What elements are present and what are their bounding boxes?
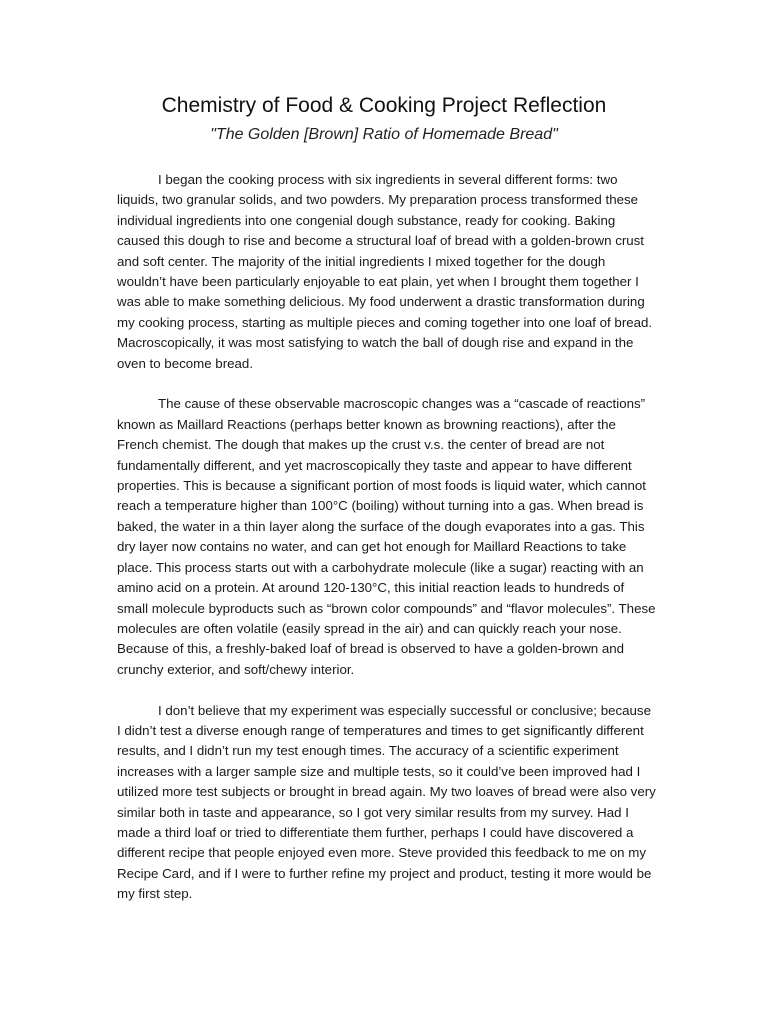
paragraph-maillard-reactions: The cause of these observable macroscopic changes was a “cascade of reactions” known as Maillard Reactions (perhaps better known as browning reactions), after the French chemist. The dough that makes up the crust v.s. the center of bread are not fundamentally different, and yet macroscopically they taste and appear to have different properties. This is because a significant portion of most foods is liquid water, which cannot reach a temperature higher than 100°C (boiling) without turning into a gas. When bread is baked, the water in a thin layer along the surface of the dough evaporates into a gas. This dry layer now contains no water, and can get hot enough for Maillard Reactions to take place. This process starts out with a carbohydrate molecule (like a sugar) reacting with an amino acid on a protein. At around 120-130°C, this initial reaction leads to hundreds of small molecule byproducts such as “brown color compounds” and “flavor molecules”. These molecules are often volatile (easily spread in the air) and can quickly reach your nose. Because of this, a freshly-baked loaf of bread is observed to have a golden-brown and crunchy exterior, and soft/chewy interior. xyxy=(117,396,656,677)
document-title: Chemistry of Food & Cooking Project Reflection xyxy=(161,94,607,117)
document-subtitle: "The Golden [Brown] Ratio of Homemade Bread" xyxy=(210,126,558,143)
paragraph-ingredients: I began the cooking process with six ingredients in several different forms: two liquids, two granular solids, and two powders. My preparation process transformed these individual ingredients into one congenial dough substance, ready for cooking. Baking caused this dough to rise and become a structural loaf of bread with a golden-brown crust and soft center. The majority of the initial ingredients I mixed together for the dough wouldn’t have been particularly enjoyable to eat plain, yet when I brought them together I was able to make something delicious. My food underwent a drastic transformation during my cooking process, starting as multiple pieces and coming together into one loaf of bread. Macroscopically, it was most satisfying to watch the ball of dough rise and expand in the oven to become bread. xyxy=(117,172,653,371)
document-body xyxy=(117,170,662,925)
paragraph-experiment-reflection: I don’t believe that my experiment was especially successful or conclusive; because I didn’t test a diverse enough range of temperatures and times to get significantly different results, and I didn’t run my test enough times. The accuracy of a scientific experiment increases with a larger sample size and multiple tests, so it could’ve been improved had I utilized more test subjects or brought in bread again. My two loaves of bread were also very similar both in taste and appearance, so I got very similar results from my survey. Had I made a third loaf or tried to differentiate them further, perhaps I could have discovered a different recipe that people enjoyed even more. Steve provided this feedback to me on my Recipe Card, and if I were to further refine my project and product, testing it more would be my first step. xyxy=(117,702,656,902)
